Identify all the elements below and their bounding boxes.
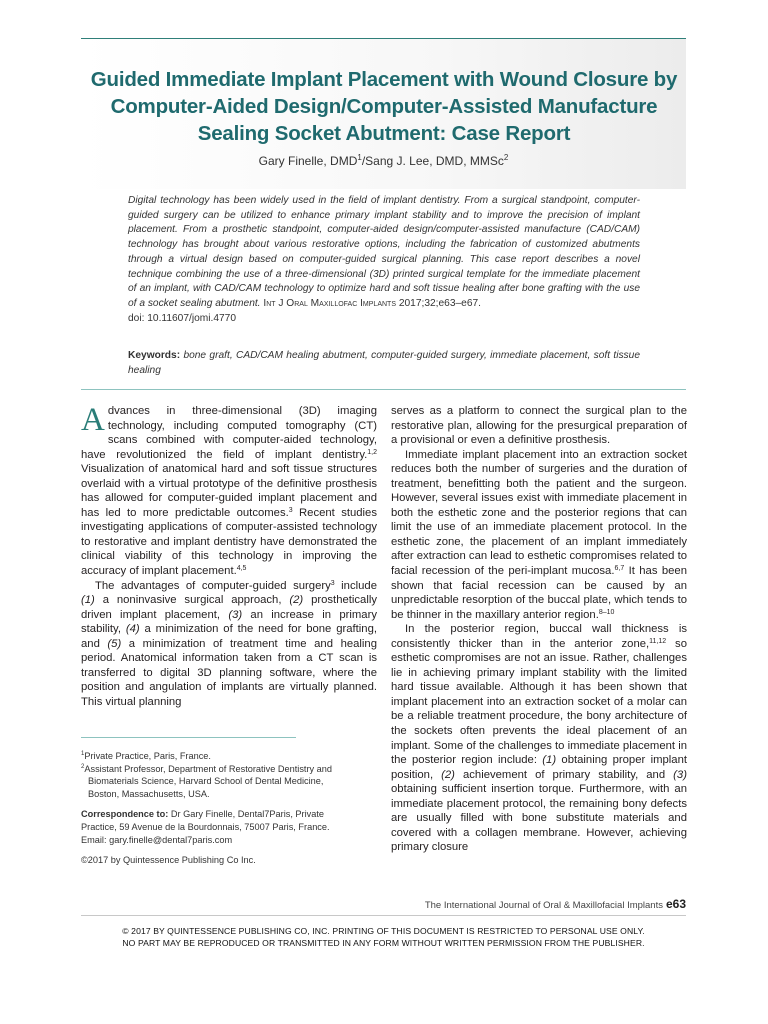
correspondence-label: Correspondence to: [81,809,169,820]
list-number: (3) [228,608,243,621]
body-paragraph [391,404,687,448]
body-text: It has been shown that facial recession can be caused by an unpredictable resorption of the buccal plate, which tends to be thinner in the maxillary anterior region. [391,565,687,621]
body-text: so esthetic compromises are not an issue. Rather, challenges lie in achieving primary implant stability with the limited hard tissue available. Although it has been shown that implant placement into an extraction socket of a molar can be a reliable treatment procedure, the bony architecture of the sockets often prevents the ideal placement of an implant. Some of the challenges to immediate placement in the posterior region include: [391,637,687,767]
correspondence [81,808,381,821]
list-number: (4) [125,623,140,636]
reference-sup: 3 [330,579,335,587]
body-text: In the posterior region, buccal wall thickness is consistently thicker than in the anterior zone, [391,623,687,650]
reference-sup: 1,2 [367,448,377,456]
body-paragraph [391,622,687,855]
footnote-marker: 1 [81,751,85,757]
reference-sup: 4,5 [236,565,247,573]
author-2: /Sang J. Lee, DMD, MMSc [361,154,504,168]
section-divider [81,389,686,390]
body-text: serves as a platform to connect the surgical plan to the restorative plan, allowing for the presurgical preparation of a provisional or even a definitive prosthesis. [391,405,687,447]
footnote-marker: 2 [81,763,85,770]
abstract-journal: Int J Oral Maxillofac Implants [263,297,396,309]
abstract-text: Digital technology has been widely used in the field of implant dentistry. From a surgical standpoint, computer-guided surgery can be utilized to enhance primary implant stability and to improve the precision of implant placement. From a prosthetic standpoint, computer-aided design/computer-assisted manufacture (CAD/CAM) technology has brought about various restorative options, including the fabrication of customized abutments through a virtual design based on computer-guided surgical planning. This case report describes a novel technique combining the use of a three-dimensional (3D) printed surgical template for the immediate placement of an implant, with CAD/CAM technology to optimize hard and soft tissue healing after bone grafting with the use of a socket sealing abutment. [128,195,640,309]
list-number: (1) [81,594,95,607]
reference-sup: 8–10 [598,608,615,616]
footnotes [81,750,381,867]
abstract-citation: 2017;32;e63–e67. [398,297,481,309]
list-number: (3) [673,768,687,781]
reference-sup: 11,12 [649,637,667,645]
article-copyright: ©2017 by Quintessence Publishing Co Inc. [81,855,256,866]
body-text: Visualization of anatomical hard and soft tissue structures overlaid with a virtual prototype of the definitive prosthesis has allowed for computer-guided implant placement and has led to more predictable outcomes. [81,463,377,519]
affiliation-1 [81,750,381,763]
list-number: (2) [441,768,455,781]
footnote-text: Assistant Professor, Department of Restorative Dentistry and [84,763,333,774]
body-text: Immediate implant placement into an extraction socket reduces both the number of surgeries and the duration of treatment, benefitting both the patient and the surgeon. However, several issues exist with immediate placement in both the esthetic zone and the posterior regions that can limit the use of an immediate placement protocol. In the esthetic zone, the placement of an implant immediately after extraction can lead to esthetic compromises related to facial recession of the peri-implant mucosa. [391,448,687,578]
body-text: a minimization of treatment time and healing period. Anatomical information taken from a CT scan is transferred to digital 3D planning software, where the position and angulation of implants are virtually planned. This virtual planning [81,637,377,708]
reference-sup: 6,7 [614,565,625,573]
copyright-notice [81,925,686,949]
author-line [81,153,686,169]
list-number: (1) [542,754,557,767]
body-paragraph [391,448,687,623]
abstract [128,194,640,326]
body-text: an increase in primary stability, [81,608,377,636]
body-text: a noninvasive surgical approach, [94,594,290,607]
body-text: The advantages of computer-guided surgery [95,579,331,592]
body-text: dvances in three-dimensional (3D) imaging technology, including computed tomography (CT) scans combined with computer-aided technology, have revolutionized the field of implant dentistry. [81,405,377,461]
notice-line: NO PART MAY BE REPRODUCED OR TRANSMITTED IN ANY FORM WITHOUT WRITTEN PERMISSION FROM THE PUBLISHER. [122,938,645,948]
journal-name: The International Journal of Oral & Maxillofacial Implants [424,900,663,911]
body-text: achievement of primary stability, and [454,768,674,781]
footnote-rule [81,737,296,738]
page-number: e63 [665,897,686,911]
reference-sup: 3 [288,506,293,514]
body-text: obtaining sufficient insertion torque. Furthermore, with an immediate placement protocol, the remaining bony defects are usually filled with bone substitute materials and covered with a collagen membrane. However, achieving primary closure [391,783,687,854]
running-footer [391,897,686,911]
author-1-affiliation: 1 [357,153,362,162]
correspondence-address: Practice, 59 Avenue de la Bourdonnais, 75007 Paris, France. [81,821,330,832]
affiliation-2 [81,763,381,776]
list-number: (5) [107,637,122,650]
correspondence-text: Dr Gary Finelle, Dental7Paris, Private [168,809,325,820]
body-column-right [391,404,687,855]
body-paragraph [81,404,377,579]
list-number: (2) [289,594,304,607]
author-1: Gary Finelle, DMD [258,154,358,168]
body-column-left [81,404,377,709]
footer-rule [81,915,686,916]
author-2-affiliation: 2 [503,153,509,162]
abstract-doi: doi: 10.11607/jomi.4770 [128,312,236,324]
footnote-text: Private Practice, Paris, France. [84,751,211,761]
body-paragraph [81,579,377,710]
body-text: include [334,579,377,592]
article-title: Guided Immediate Implant Placement with Wound Closure by Computer-Aided Design/Computer-Assisted Manufacture Sealing Socket Abutment: Case Report [90,68,678,145]
footnote-text: Boston, Massachusetts, USA. [88,788,210,799]
keywords-label: Keywords: [128,350,181,361]
body-text: obtaining proper implant position, [391,754,688,781]
keywords [128,349,640,378]
body-text: prosthetically driven implant placement, [81,594,378,621]
notice-line: © 2017 BY QUINTESSENCE PUBLISHING CO, INC. PRINTING OF THIS DOCUMENT IS RESTRICTED TO PERSONAL USE ONLY. [122,926,645,936]
drop-cap: A [81,402,105,438]
body-text: a minimization of the need for bone grafting, and [81,623,378,650]
body-text: Recent studies investigating applications of computer-assisted technology to restorative and implant dentistry have demonstrated the clinical viability of this technology in improving the accuracy of implant placement. [81,506,377,578]
footnote-text: Biomaterials Science, Harvard School of Dental Medicine, [88,776,324,787]
correspondence-email: Email: gary.finelle@dental7paris.com [81,834,233,845]
keywords-text: bone graft, CAD/CAM healing abutment, computer-guided surgery, immediate placement, soft tissue healing [128,350,640,376]
